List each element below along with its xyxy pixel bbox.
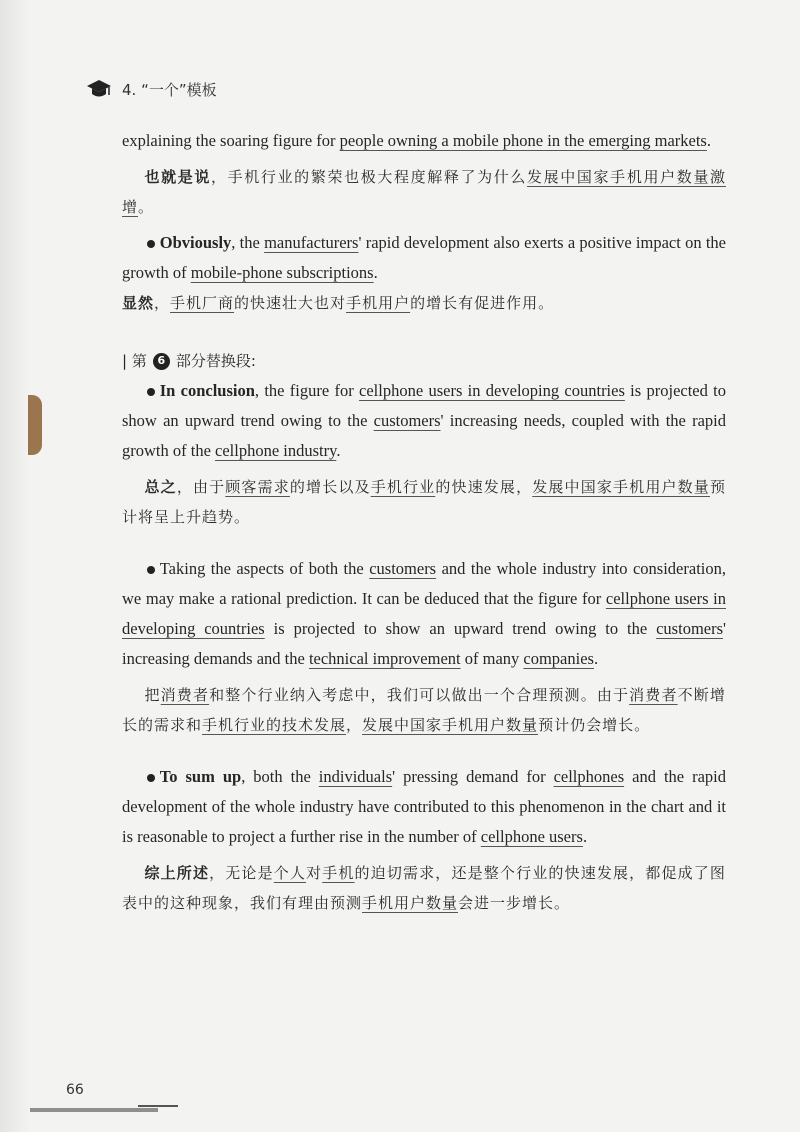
bullet-icon [147,240,155,248]
chinese-translation: 也就是说，手机行业的繁荣也极大程度解释了为什么发展中国家手机用户数量激增。 [122,168,726,216]
footer-rule-accent [138,1105,178,1107]
chapter-title: 4. “一个”模板 [122,80,217,99]
bullet-icon [147,566,155,574]
bullet-paragraph: Taking the aspects of both the customers and the whole industry into consideration, we may make a rational prediction. It can be deduced that the figure for cellphone users in developing countries is projected to show an upward trend owing to the customers' increasing demands and the technical improvement of many companies. [122,559,727,668]
page-number: 66 [66,1082,84,1098]
chinese-translation: 综上所述，无论是个人对手机的迫切需求，还是整个行业的快速发展，都促成了图表中的这种现象，我们有理由预测手机用户数量会进一步增长。 [122,864,726,912]
page-gutter-shadow [0,0,30,1132]
chapter-header [86,74,217,104]
bullet-icon [147,774,155,782]
section-heading: | 第 6 部分替换段: [122,352,256,370]
bullet-paragraph: In conclusion, the figure for cellphone users in developing countries is projected to show an upward trend owing to the customers' increasing needs, coupled with the rapid growth of the cellphone industry. [122,381,726,460]
spine-mark [28,395,42,455]
bullet-icon [147,388,155,396]
chinese-translation: 把消费者和整个行业纳入考虑中，我们可以做出一个合理预测。由于消费者不断增长的需求和手机行业的技术发展，发展中国家手机用户数量预计仍会增长。 [122,686,726,734]
bullet-paragraph: To sum up, both the individuals' pressing demand for cellphones and the rapid development of the whole industry have contributed to this phenomenon in the chart and it is reasonable to project a further rise in the number of cellphone users. [122,767,726,846]
section-number-badge: 6 [153,353,170,370]
footer-rule [30,1108,158,1112]
english-paragraph: explaining the soaring figure for people owning a mobile phone in the emerging markets. [122,131,711,150]
chinese-translation: 显然，手机厂商的快速壮大也对手机用户的增长有促进作用。 [122,294,555,312]
graduation-cap-icon [86,76,112,102]
bullet-paragraph: Obviously, the manufacturers' rapid development also exerts a positive impact on the growth of mobile-phone subscriptions. [122,233,726,282]
page-content [122,126,726,918]
chinese-translation: 总之，由于顾客需求的增长以及手机行业的快速发展，发展中国家手机用户数量预计将呈上升趋势。 [122,478,726,526]
